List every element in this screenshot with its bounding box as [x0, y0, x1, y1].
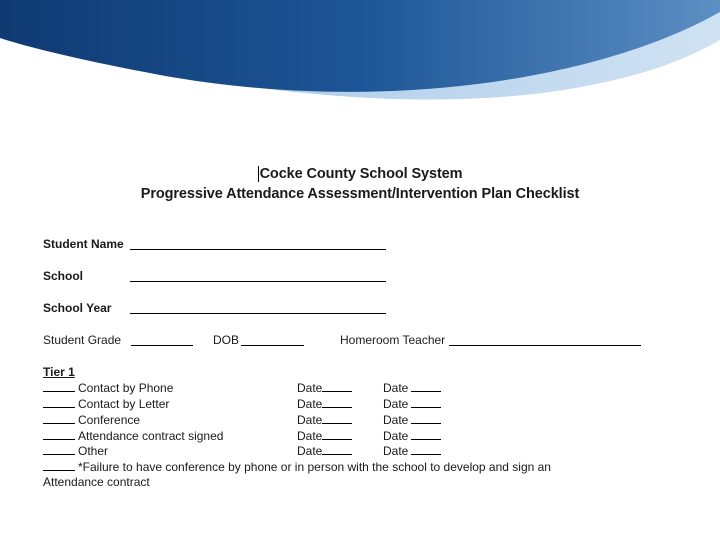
- list-item: [43, 380, 173, 395]
- item-label: Contact by Phone: [78, 381, 174, 395]
- list-item: [43, 412, 140, 427]
- item-date1: Date: [297, 443, 352, 458]
- list-item: [43, 443, 108, 458]
- student-grade-line: [131, 345, 193, 346]
- item-date1: Date: [297, 396, 352, 411]
- item-label: Attendance contract signed: [78, 429, 224, 443]
- item-date2: Date: [383, 396, 441, 411]
- item-date1: Date: [297, 412, 352, 427]
- item-date2: Date: [383, 428, 441, 443]
- list-item: [43, 428, 223, 443]
- student-grade-label: Student Grade: [43, 333, 122, 347]
- document-subtitle: Progressive Attendance Assessment/Intervention Plan Checklist: [140, 186, 580, 202]
- item-date1: Date: [297, 380, 352, 395]
- item-date2: Date: [383, 380, 441, 395]
- homeroom-teacher-label: Homeroom Teacher: [340, 333, 446, 347]
- item-label: Contact by Letter: [78, 397, 170, 411]
- item-label: Other: [78, 444, 109, 458]
- school-line: [130, 281, 386, 282]
- school-label: School: [43, 269, 84, 283]
- tier1-note: *Failure to have conference by phone or in person with the school to develop and sign an: [43, 459, 551, 474]
- document-title: Cocke County School System: [259, 166, 463, 182]
- item-date2: Date: [383, 412, 441, 427]
- dob-line: [241, 345, 304, 346]
- student-name-label: Student Name: [43, 237, 124, 251]
- homeroom-teacher-line: [449, 345, 641, 346]
- item-label: Conference: [78, 413, 141, 427]
- tier1-heading: Tier 1: [43, 365, 75, 379]
- student-name-line: [130, 249, 386, 250]
- list-item: [43, 396, 169, 411]
- item-date2: Date: [383, 443, 441, 458]
- school-year-label: School Year: [43, 301, 112, 315]
- item-date1: Date: [297, 428, 352, 443]
- tier1-note-continued: Attendance contract: [43, 475, 150, 489]
- dob-label: DOB: [213, 333, 240, 347]
- school-year-line: [130, 313, 386, 314]
